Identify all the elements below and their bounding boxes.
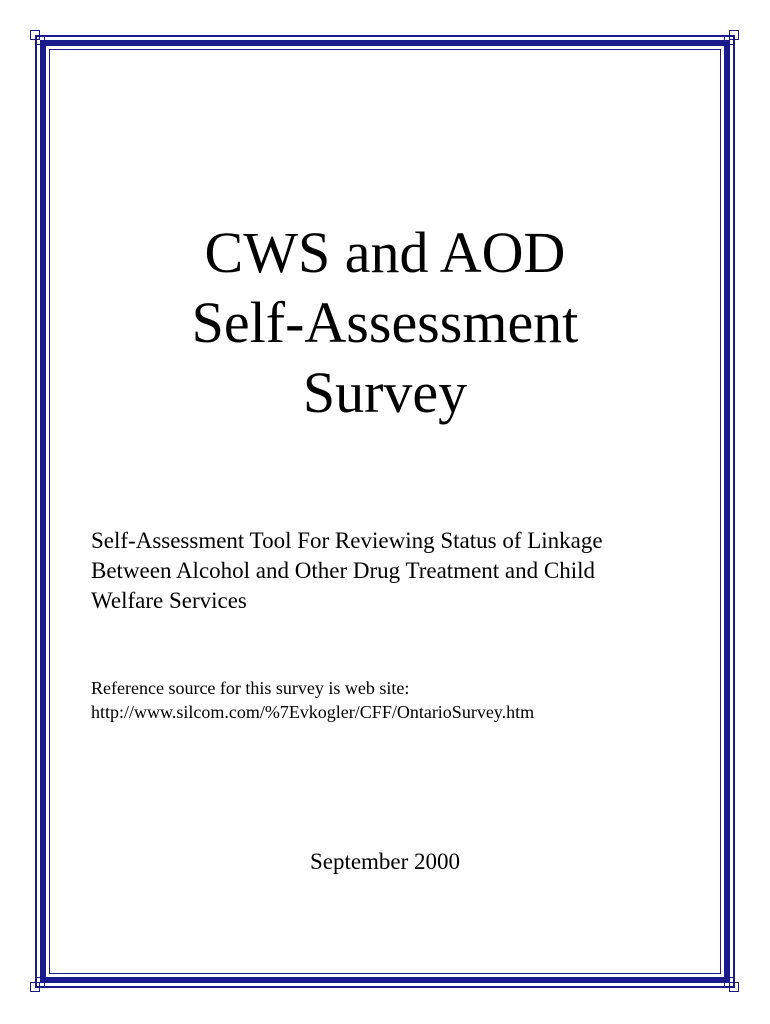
corner-ornament-top-left xyxy=(30,30,46,46)
corner-ornament-bottom-left xyxy=(30,977,46,993)
border-inner-line xyxy=(49,49,721,974)
title-line-3: Survey xyxy=(302,360,468,425)
document-title xyxy=(0,218,770,428)
corner-ornament-top-right xyxy=(724,30,740,46)
publication-date: September 2000 xyxy=(309,849,461,874)
title-line-2: Self-Assessment xyxy=(191,290,579,355)
reference-label: Reference source for this survey is web site: xyxy=(91,678,410,698)
reference-url: http://www.silcom.com/%7Evkogler/CFF/OntarioSurvey.htm xyxy=(91,702,535,722)
title-line-1: CWS and AOD xyxy=(204,220,566,285)
subtitle-line-3: Welfare Services xyxy=(91,588,247,613)
subtitle-line-1: Self-Assessment Tool For Reviewing Status of Linkage xyxy=(91,528,603,553)
reference-source xyxy=(91,676,711,724)
subtitle-line-2: Between Alcohol and Other Drug Treatment and Child xyxy=(91,558,596,583)
document-subtitle xyxy=(91,526,691,616)
corner-ornament-bottom-right xyxy=(724,977,740,993)
